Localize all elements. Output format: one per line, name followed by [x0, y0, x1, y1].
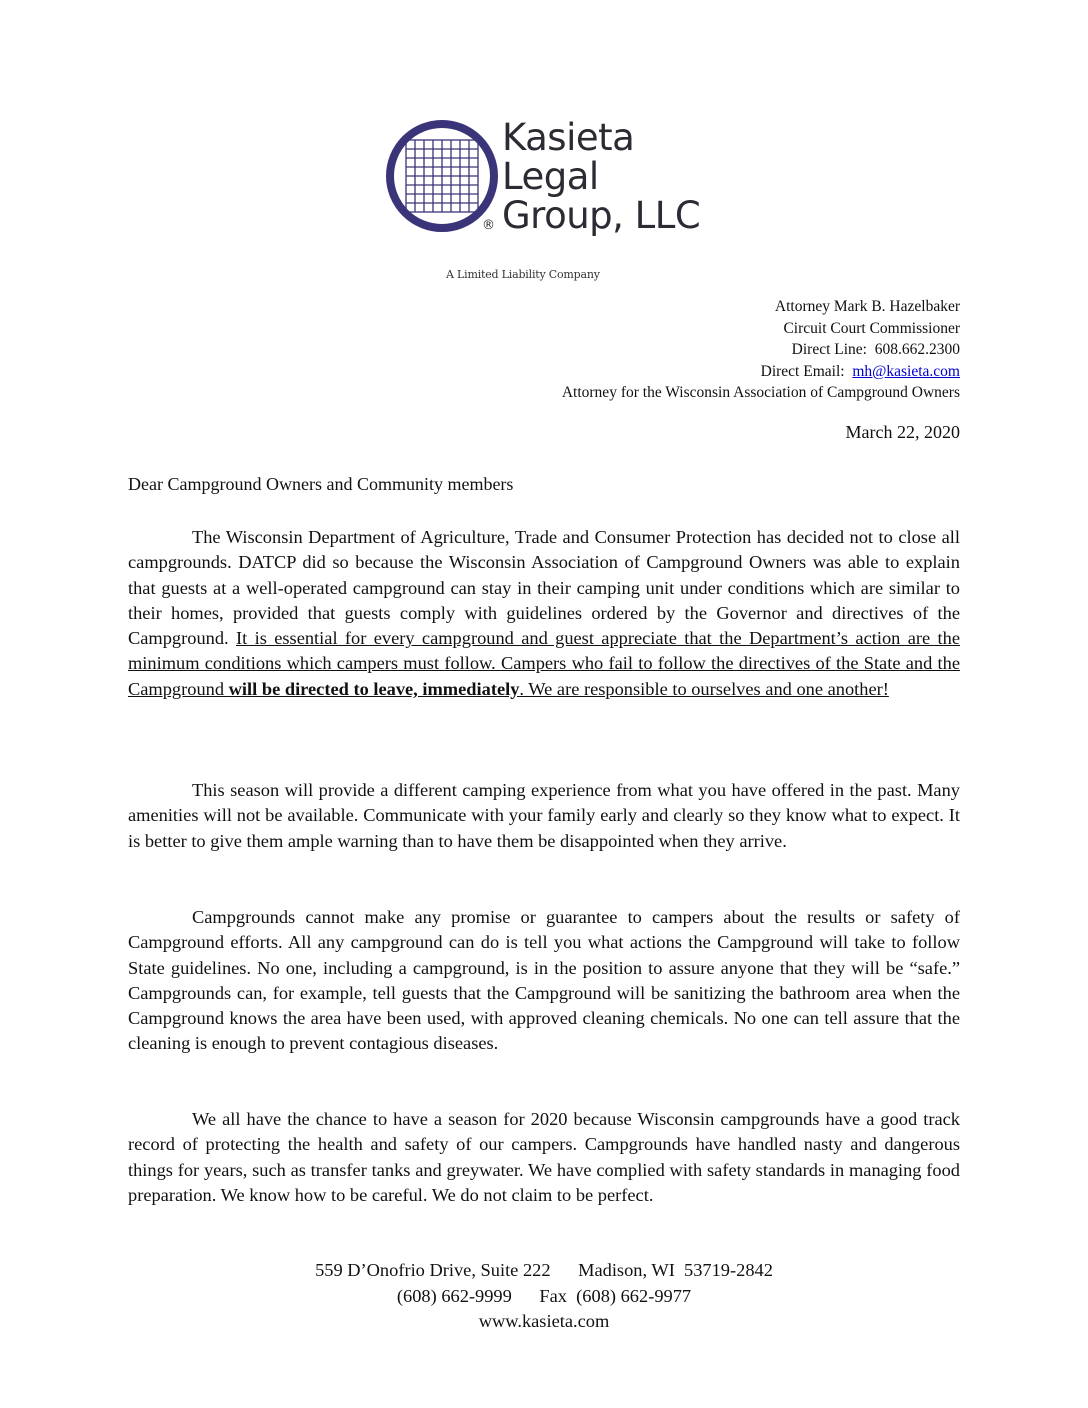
body-paragraph-2: This season will provide a different camping experience from what you have offered in the past. Many amenities will not be available. Communicate with your family early and clearly so they know what to expect. It is better to give them ample warning than to have them be disappointed when they arrive.	[128, 780, 960, 851]
paragraph-1-text: The Wisconsin Department of Agriculture, Trade and Consumer Protection has decided not to close all campgrounds. DATCP did so because the Wisconsin Association of Campground Owners was able to explain that guests at a well-operated campground can stay in their camping unit under conditions which are similar to their homes, provided that guests comply with guidelines ordered by the Governor and directives of the Campground.	[128, 527, 960, 649]
paragraph-1-underlined-end: . We are responsible to ourselves and one another!	[519, 678, 889, 699]
email-link[interactable]: mh@kasieta.com	[852, 362, 960, 380]
letter-footer	[0, 1258, 1088, 1335]
footer-phones: (608) 662-9999 Fax (608) 662-9977	[396, 1285, 692, 1306]
direct-email	[562, 361, 960, 383]
firm-name-line-1: Kasieta	[502, 116, 635, 159]
firm-tagline: A Limited Liability Company	[446, 268, 600, 281]
attorney-title: Circuit Court Commissioner	[783, 319, 960, 337]
direct-line-number: 608.662.2300	[874, 341, 960, 358]
paragraph-1-underlined: It is essential for every campground and guest appreciate that the Department’s action are the minimum conditions which campers must follow. Campers who fail to follow the directives of the State and the Campground	[128, 628, 960, 699]
registered-mark: ®	[482, 218, 495, 233]
direct-email-label: Direct Email:	[760, 362, 845, 380]
firm-name	[502, 118, 700, 235]
firm-name-line-3: Group, LLC	[502, 194, 701, 237]
direct-line	[562, 339, 960, 361]
body-paragraph-1	[128, 525, 960, 702]
direct-line-label: Direct Line:	[791, 341, 867, 358]
paragraph-1-emphasis: will be directed to leave, immediately	[228, 678, 520, 699]
salutation: Dear Campground Owners and Community members	[128, 474, 514, 494]
firm-name-line-2: Legal	[502, 155, 599, 198]
body-paragraph-4: We all have the chance to have a season for 2020 because Wisconsin campgrounds have a good track record of protecting the health and safety of our campers. Campgrounds have handled nasty and dangerous things for years, such as transfer tanks and greywater. We have complied with safety standards in managing food preparation. We know how to be careful. We do not claim to be perfect.	[128, 1109, 960, 1205]
letter-date: March 22, 2020	[845, 422, 960, 442]
footer-website[interactable]: www.kasieta.com	[478, 1311, 610, 1331]
attorney-affiliation: Attorney for the Wisconsin Association of Campground Owners	[561, 384, 960, 401]
attorney-name: Attorney Mark B. Hazelbaker	[774, 298, 960, 315]
letterhead	[384, 118, 744, 288]
body-paragraph-3: Campgrounds cannot make any promise or guarantee to campers about the results or safety of Campground efforts. All any campground can do is tell you what actions the Campground will take to follow State guidelines. No one, including a campground, is in the position to assure anyone that they will be “safe.” Campgrounds can, for example, tell guests that the Campground will be sanitizing the bathroom area when the Campground knows the area have been used, with approved cleaning chemicals. No one can tell assure that the cleaning is enough to prevent contagious diseases.	[128, 907, 960, 1054]
attorney-info	[562, 296, 960, 404]
footer-address: 559 D’Onofrio Drive, Suite 222 Madison, WI 53719-2842	[315, 1260, 773, 1280]
